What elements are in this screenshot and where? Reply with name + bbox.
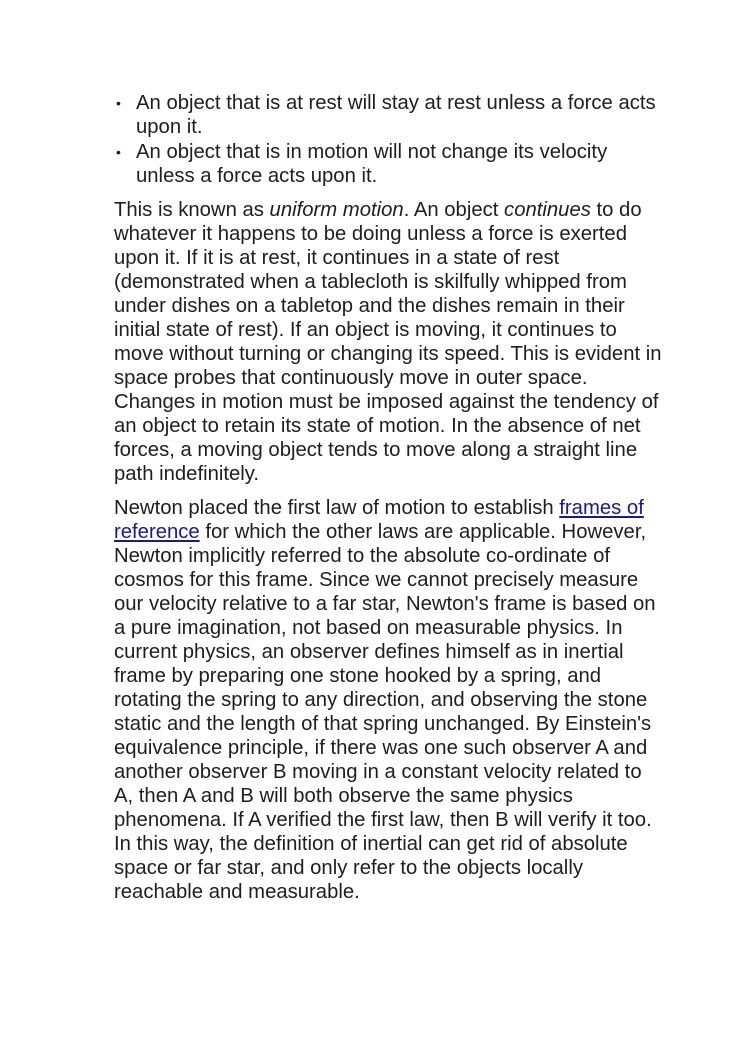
text-run: to do whatever it happens to be doing unless a force is exerted upon it. If it is at rest, it continues in a state of rest (demonstrated when a tablecloth is skilfully whipped from under dishes on a tabletop and the dishes remain in their initial state of rest). If an object is moving, it continues to move without turning or changing its speed. This is evident in space probes that continuously move in outer space. Changes in motion must be imposed against the tendency of an object to retain its state of motion. In the absence of net forces, a moving object tends to move along a straight line path indefinitely.: [114, 199, 662, 485]
text-run: This is known as: [114, 199, 270, 221]
emphasis-uniform-motion: uniform motion: [269, 199, 404, 221]
text-run: for which the other laws are applicable. However, Newton implicitly referred to the absolute co-ordinate of cosmos for this frame. Since we cannot precisely measure our velocity relative to a far star, Newton's frame is based on a pure imagination, not based on measurable physics. In current physics, an observer defines himself as in inertial frame by preparing one stone hooked by a spring, and rotating the spring to any direction, and observing the stone static and the length of that spring unchanged. By Einstein's equivalence principle, if there was one such observer A and another observer B moving in a constant velocity related to A, then A and B will both observe the same physics phenomena. If A verified the first law, then B will verify it too. In this way, the definition of inertial can get rid of absolute space or far star, and only refer to the objects locally reachable and measurable.: [114, 521, 656, 903]
document-page: [114, 91, 664, 904]
emphasis-continues: continues: [504, 199, 591, 221]
bullet-icon: •: [116, 95, 121, 111]
frames-of-reference-link[interactable]: frames of reference: [114, 497, 644, 543]
paragraph-frames-of-reference: [114, 496, 664, 904]
bullet-list: [114, 91, 664, 188]
list-item-text: An object that is at rest will stay at rest unless a force acts upon it.: [136, 92, 656, 138]
list-item: [114, 91, 664, 139]
list-item-text: An object that is in motion will not change its velocity unless a force acts upon it.: [136, 141, 608, 187]
list-item: [114, 140, 664, 188]
text-run: . An object: [403, 199, 505, 221]
text-run: Newton placed the first law of motion to establish: [114, 497, 560, 519]
paragraph-uniform-motion: [114, 198, 664, 486]
bullet-icon: •: [116, 144, 121, 160]
